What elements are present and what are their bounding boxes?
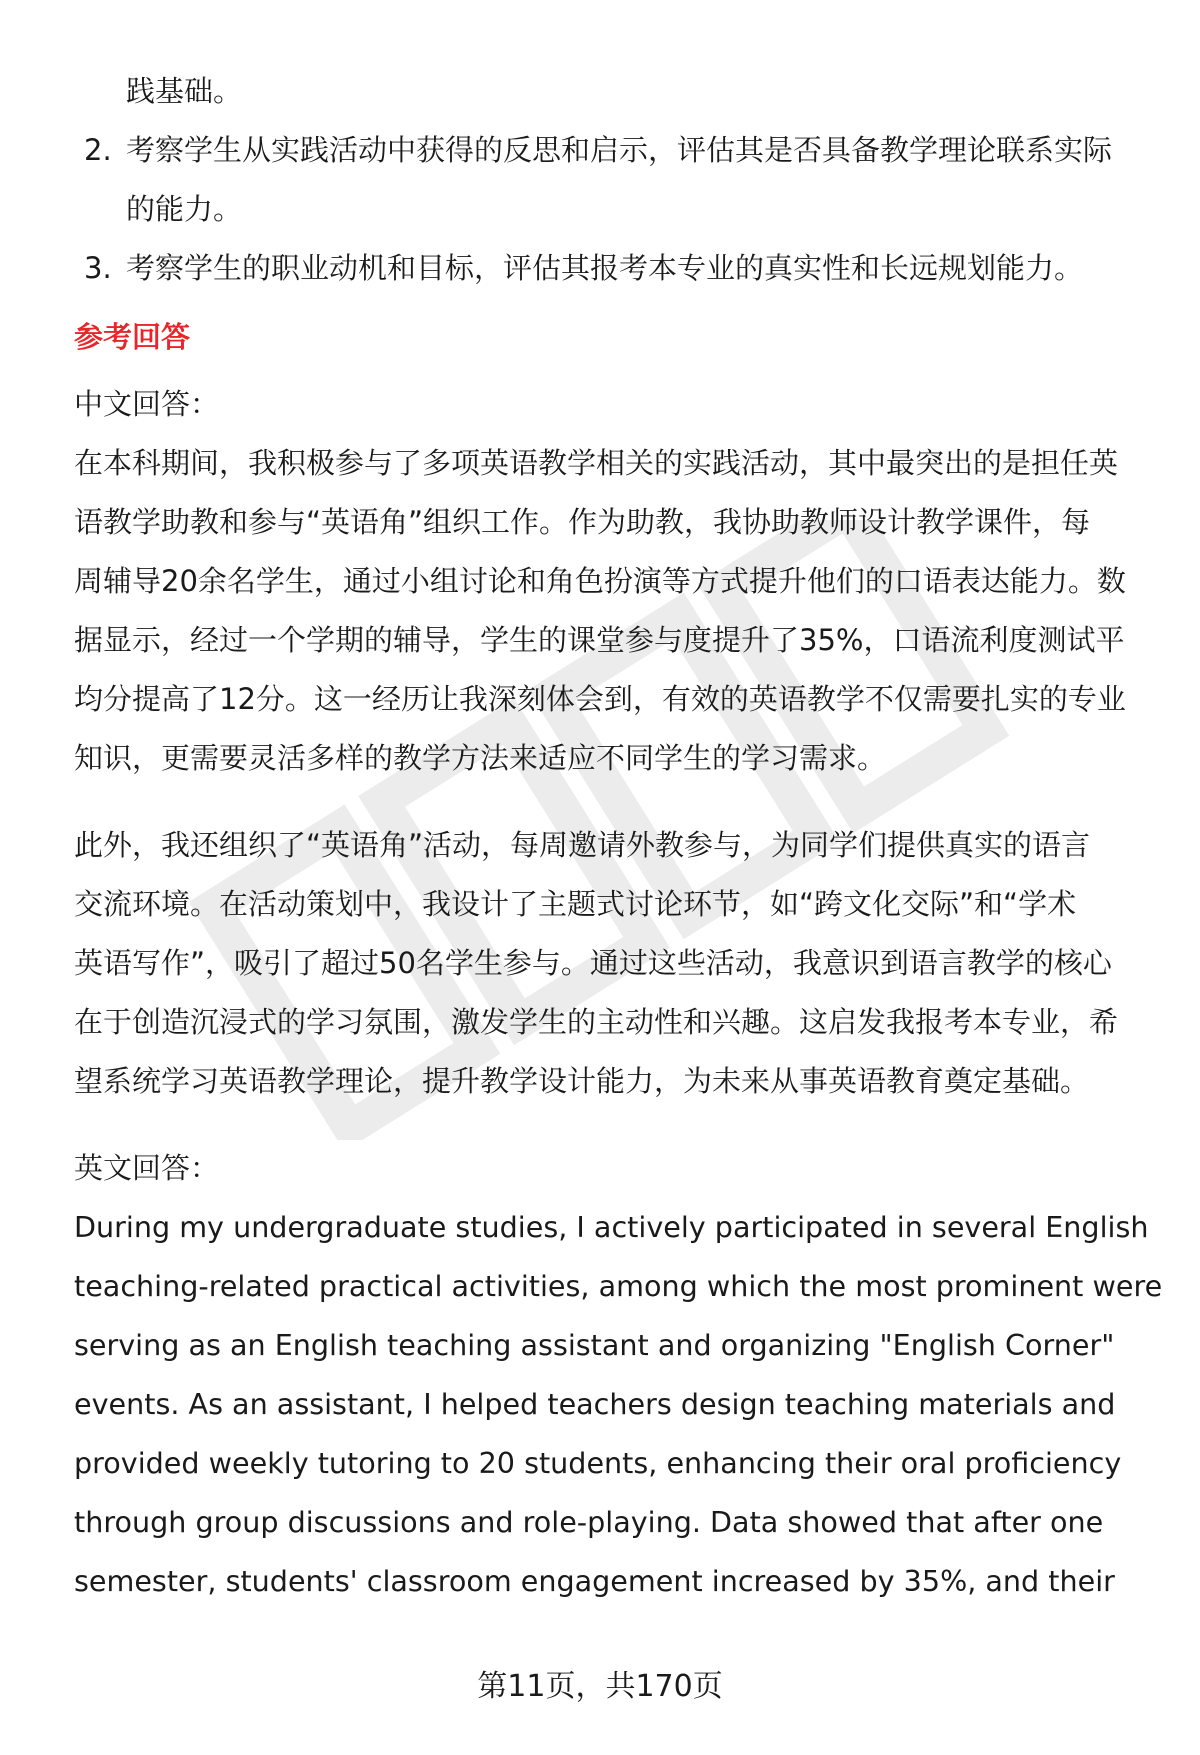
paragraph-line: 在本科期间，我积极参与了多项英语教学相关的实践活动，其中最突出的是担任英	[74, 446, 1119, 480]
paragraph-spacer	[74, 1111, 1154, 1139]
list-number: 2.	[84, 133, 112, 167]
page-number: 第11页，共170页	[477, 1669, 723, 1704]
chinese-paragraph-1	[74, 434, 1154, 788]
paragraph-line: 此外，我还组织了“英语角”活动，每周邀请外教参与，为同学们提供真实的语言	[74, 828, 1091, 862]
continuation-text: 践基础。	[126, 74, 243, 108]
paragraph-line: 均分提高了12分。这一经历让我深刻体会到，有效的英语教学不仅需要扎实的专业	[74, 682, 1126, 716]
paragraph-line: 周辅导20余名学生，通过小组讨论和角色扮演等方式提升他们的口语表达能力。数	[74, 564, 1126, 598]
list-item	[74, 239, 1154, 298]
list-line: 考察学生从实践活动中获得的反思和启示，评估其是否具备教学理论联系实际	[126, 133, 1113, 167]
paragraph-spacer	[74, 788, 1154, 816]
list-number: 3.	[84, 251, 112, 285]
paragraph-line: 据显示，经过一个学期的辅导，学生的课堂参与度提升了35%，口语流利度测试平	[74, 623, 1125, 657]
list-line: 考察学生的职业动机和目标，评估其报考本专业的真实性和长远规划能力。	[126, 251, 1084, 285]
paragraph-line: 语教学助教和参与“英语角”组织工作。作为助教，我协助教师设计教学课件，每	[74, 505, 1091, 539]
paragraph-line: During my undergraduate studies, I actively participated in several English	[74, 1210, 1149, 1244]
paragraph-line: serving as an English teaching assistant and organizing "English Corner"	[74, 1328, 1115, 1362]
paragraph-line: 望系统学习英语教学理论，提升教学设计能力，为未来从事英语教育奠定基础。	[74, 1064, 1090, 1098]
paragraph-line: through group discussions and role-playing. Data showed that after one	[74, 1505, 1104, 1539]
paragraph-line: 交流环境。在活动策划中，我设计了主题式讨论环节，如“跨文化交际”和“学术	[74, 887, 1077, 921]
page-content	[74, 62, 1163, 1611]
chinese-paragraph-2	[74, 816, 1154, 1111]
paragraph-line: 知识，更需要灵活多样的教学方法来适应不同学生的学习需求。	[74, 741, 887, 775]
paragraph-line: semester, students' classroom engagement increased by 35%, and their	[74, 1564, 1115, 1598]
section-title: 参考回答	[74, 320, 191, 354]
list-item	[74, 121, 1154, 239]
paragraph-line: events. As an assistant, I helped teachers design teaching materials and	[74, 1387, 1116, 1421]
english-heading: 英文回答：	[74, 1151, 220, 1185]
paragraph-line: teaching-related practical activities, among which the most prominent were	[74, 1269, 1163, 1303]
chinese-heading: 中文回答：	[74, 387, 220, 421]
paragraph-line: provided weekly tutoring to 20 students, enhancing their oral proficiency	[74, 1446, 1122, 1480]
list-line: 的能力。	[126, 192, 243, 226]
english-paragraph-1	[74, 1198, 1163, 1611]
paragraph-line: 在于创造沉浸式的学习氛围，激发学生的主动性和兴趣。这启发我报考本专业，希	[74, 1005, 1119, 1039]
paragraph-line: 英语写作”，吸引了超过50名学生参与。通过这些活动，我意识到语言教学的核心	[74, 946, 1112, 980]
